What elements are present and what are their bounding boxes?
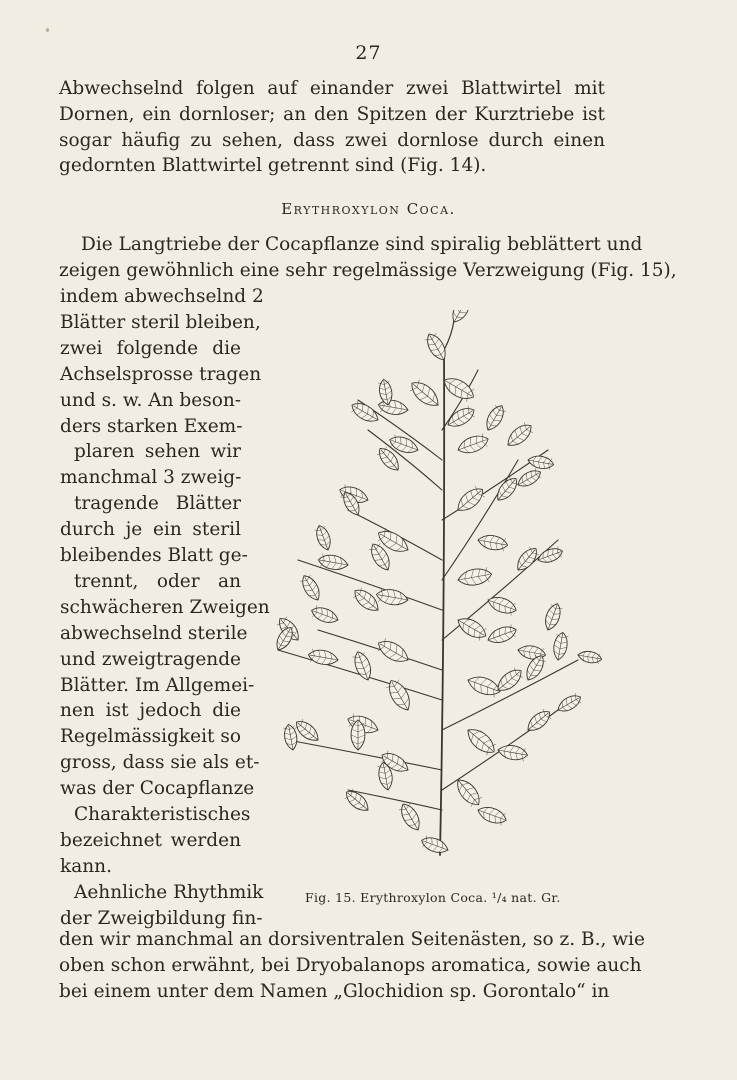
plant-leaf xyxy=(542,601,564,632)
column-line: abwechselnd sterile xyxy=(60,622,248,644)
figure-caption: Fig. 15. Erythroxylon Coca. ¹/₄ nat. Gr. xyxy=(305,890,561,905)
column-line: bezeichnet werden xyxy=(60,829,241,851)
plant-leaf xyxy=(307,648,339,667)
plant-leaf xyxy=(375,587,409,607)
plant-stem xyxy=(318,630,442,670)
plant-stem xyxy=(288,740,442,770)
column-line: Aehnliche Rhythmik xyxy=(74,881,264,903)
plant-leaf xyxy=(453,484,487,516)
column-line: und s. w. An beson- xyxy=(60,389,241,411)
plant-leaf xyxy=(552,631,570,661)
plant-leaf xyxy=(454,614,489,643)
plant-leaf xyxy=(486,594,519,617)
bottom-line: den wir manchmal an dorsiventralen Seitenästen, so z. B., wie xyxy=(59,929,645,950)
plant-leaf xyxy=(497,743,529,762)
column-line: ders starken Exem- xyxy=(60,415,243,437)
column-line: indem abwechselnd 2 xyxy=(60,286,264,307)
plant-leaf xyxy=(351,585,383,615)
paper-speck xyxy=(46,28,49,32)
plant-leaf xyxy=(445,404,478,431)
plant-leaf xyxy=(384,677,415,714)
plant-leaf xyxy=(486,623,519,646)
column-line: was der Cocapflanze xyxy=(60,778,255,800)
column-line: und zweigtragende xyxy=(60,648,241,670)
plant-leaf xyxy=(377,398,409,417)
plant-leaf xyxy=(440,373,477,404)
plant-leaf xyxy=(298,573,323,604)
plant-leaf xyxy=(536,545,565,565)
column-line: gross, dass sie als et- xyxy=(60,752,260,774)
plant-stem xyxy=(442,660,578,730)
plant-stem xyxy=(440,350,444,855)
plant-leaf xyxy=(448,310,473,325)
intro-line: zeigen gewöhnlich eine sehr regelmässige Verzweigung (Fig. 15), xyxy=(59,260,677,281)
bottom-line: oben schon erwähnt, bei Dryobalanops aromatica, sowie auch xyxy=(59,955,642,976)
intro-line: Die Langtriebe der Cocapflanze sind spiralig beblättert und xyxy=(81,234,643,255)
column-line: Blätter steril bleiben, xyxy=(60,311,261,333)
plant-illustration xyxy=(258,310,606,880)
column-line: tragende Blätter xyxy=(74,493,241,515)
plant-leaf xyxy=(482,403,507,434)
plant-leaf xyxy=(476,804,509,827)
plant-leaf xyxy=(455,432,490,457)
plant-leaf xyxy=(309,604,340,626)
page-number: 27 xyxy=(355,42,382,64)
column-line: schwächeren Zweigen xyxy=(60,596,270,618)
plant-leaf xyxy=(419,834,450,856)
column-line: Regelmässigkeit so xyxy=(60,726,241,748)
plant-leaf xyxy=(457,566,493,587)
plant-leaf xyxy=(407,377,443,411)
column-line: manchmal 3 zweig- xyxy=(60,467,242,489)
column-line: Charakteristisches xyxy=(74,804,251,825)
plant-leaf xyxy=(317,553,349,572)
column-line: Blätter. Im Allgemei- xyxy=(60,674,255,696)
bottom-line: bei einem unter dem Namen „Glochidion sp. Gorontalo“ in xyxy=(59,981,610,1002)
column-line: Achselsprosse tragen xyxy=(60,363,262,385)
plant-stem xyxy=(444,320,454,350)
plant-leaf xyxy=(504,420,536,450)
column-line: kann. xyxy=(60,855,112,877)
plant-leaf xyxy=(465,673,502,699)
plant-leaf xyxy=(375,636,412,667)
column-line: zwei folgende die xyxy=(60,337,241,359)
plant-leaf xyxy=(313,524,333,553)
column-line: trennt, oder an xyxy=(74,570,241,592)
column-line: bleibendes Blatt ge- xyxy=(60,545,248,566)
plant-leaf xyxy=(577,650,603,665)
plant-leaf xyxy=(477,533,509,552)
column-line: nen ist jedoch die xyxy=(60,700,241,722)
column-line: plaren sehen wir xyxy=(74,441,241,463)
plant-leaf xyxy=(555,692,584,715)
column-line: durch je ein steril xyxy=(60,519,241,541)
plant-leaf xyxy=(527,454,555,470)
column-line: der Zweigbildung fin- xyxy=(60,907,263,929)
plant-leaf xyxy=(342,787,372,815)
top-paragraph: Abwechselnd folgen auf einander zwei Blattwirtel mit Dornen, ein dornloser; an den Spitzen der Kurztriebe ist sogar häufig zu sehen, dass zwei dornlose durch einen gedornten Blattwirtel getrennt sind (Fig. 14). xyxy=(59,78,605,177)
section-heading: Erythroxylon Coca. xyxy=(281,200,456,218)
plant-leaf xyxy=(463,724,499,758)
